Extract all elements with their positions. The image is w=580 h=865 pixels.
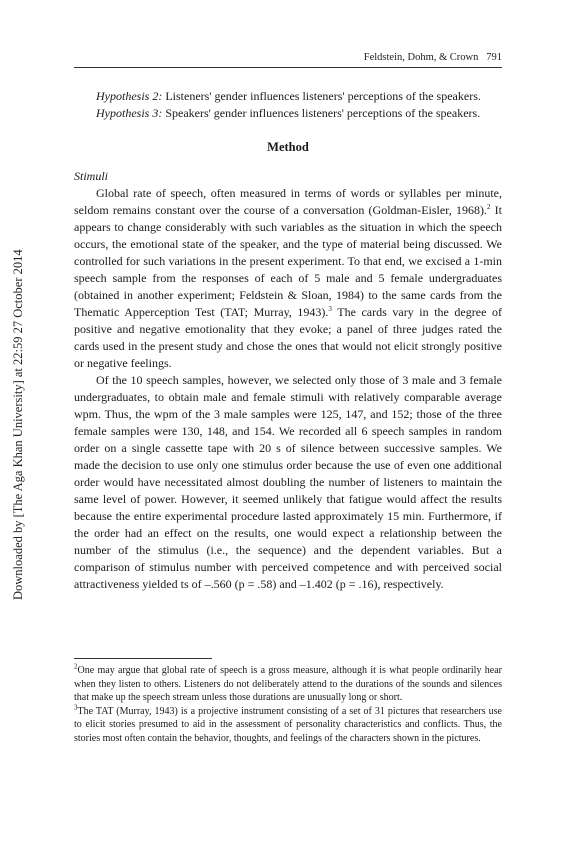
paragraph-1-part-3: The cards vary in the degree of positive and negative emotionality that they evoke; a panel of three judges rated the cards used in the present study and chose the ones that would not elicit strongly positive or negative feelings. xyxy=(74,305,502,370)
footnote-rule xyxy=(74,658,212,659)
footnote-ref-3: 3 xyxy=(328,305,332,313)
footnote-3 xyxy=(74,705,502,746)
hypothesis-3 xyxy=(74,105,502,122)
paragraph-1-part-1: Global rate of speech, often measured in terms of words or syllables per minute, seldom remains constant over the course of a conversation (Goldman-Eisler, 1968). xyxy=(74,186,502,217)
footnotes xyxy=(74,664,502,746)
paragraph-1 xyxy=(74,185,502,372)
hypothesis-text: Listeners' gender influences listeners' perceptions of the speakers. xyxy=(162,89,481,103)
footnote-2 xyxy=(74,664,502,705)
footnote-marker: 2 xyxy=(74,662,78,671)
hypothesis-text: Speakers' gender influences listeners' perceptions of the speakers. xyxy=(162,106,481,120)
download-watermark: Downloaded by [The Aga Khan University] at 22:59 27 October 2014 xyxy=(11,249,25,601)
subsection-title: Stimuli xyxy=(74,169,109,183)
running-header xyxy=(74,52,502,63)
page-number: 791 xyxy=(486,52,502,63)
paragraph-1-part-2: It appears to change considerably with such variables as the situation in which the speech occurs, the emotional state of the speaker, and the type of material being discussed. We controlled for such variations in the present experiment. To that end, we excised a 1-min speech sample from the responses of each of 5 male and 5 female undergraduates (obtained in another experiment; Feldstein & Sloan, 1984) to the same cards from the Thematic Apperception Test (TAT; Murray, 1943). xyxy=(74,203,502,319)
hypothesis-label: Hypothesis 2: xyxy=(96,89,163,103)
main-text xyxy=(74,88,502,593)
hypothesis-label: Hypothesis 3: xyxy=(96,106,163,120)
footnote-marker: 3 xyxy=(74,703,78,712)
paragraph-2: Of the 10 speech samples, however, we selected only those of 3 male and 3 female undergraduates, to obtain male and female stimuli with relatively comparable average wpm. Thus, the wpm of the 3 male samples were 125, 147, and 152; those of the three female samples were 130, 148, and 154. We recorded all 6 speech samples in random order on a single cassette tape with 20 s of silence between successive samples. We made the decision to use only one stimulus order because the use of even one additional order would have necessitated almost doubling the number of listeners to maintain the same level of power. However, it seemed unlikely that fatigue would affect the results because the entire experimental procedure lasted approximately 15 min. Furthermore, if the order had an effect on the results, one would expect a relationship between the number of the stimulus (i.e., the sequence) and the dependent variables. But a comparison of stimulus number with perceived competence and with perceived social attractiveness yielded ts of –.560 (p = .58) and –1.402 (p = .16), respectively. xyxy=(74,373,502,591)
footnote-ref-2: 2 xyxy=(486,203,491,211)
footnote-text: The TAT (Murray, 1943) is a projective instrument consisting of a set of 31 pictures that researchers use to elicit stories presumed to aid in the assessment of personality characteristics and conflicts. Thus, the stories most often contain the behavior, thoughts, and feelings of the characters shown in the pictures. xyxy=(74,705,502,744)
section-title: Method xyxy=(267,140,309,154)
header-rule xyxy=(74,67,502,68)
hypothesis-2 xyxy=(74,88,502,105)
running-head: Feldstein, Dohm, & Crown xyxy=(363,52,479,63)
footnote-text: One may argue that global rate of speech is a gross measure, although it is what people ordinarily hear when they listen to others. Listeners do not deliberately attend to the durations of the sounds and silences that make up the speech stream unless those durations are unusually long or short. xyxy=(74,665,502,704)
